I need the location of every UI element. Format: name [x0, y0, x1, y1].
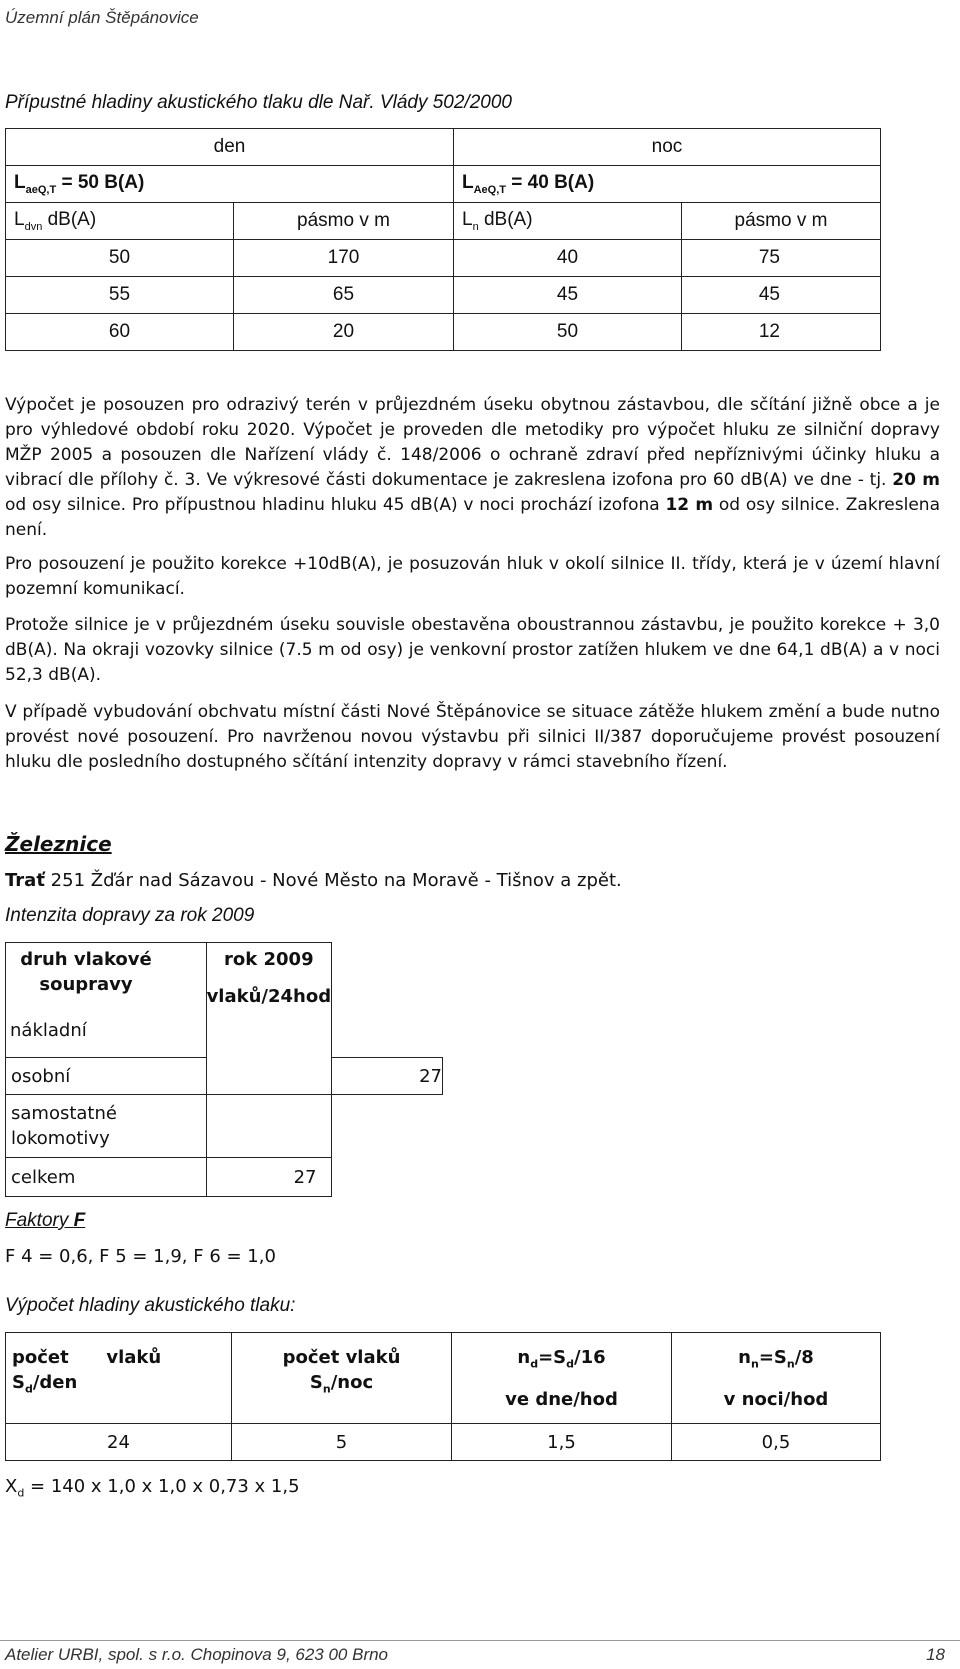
- cell: 55: [6, 277, 234, 314]
- header-nd-formula: $n_d=S_d/16$: [517, 1347, 606, 1371]
- table-row: [6, 1158, 443, 1197]
- page-footer: [5, 1645, 945, 1665]
- header-year-label: rok 2009: [224, 949, 314, 970]
- cell: samostatné lokomotivy: [6, 1095, 207, 1158]
- intensity-title: Intenzita dopravy za rok 2009: [5, 905, 255, 926]
- cell: 45: [682, 277, 881, 314]
- cell: 40: [454, 240, 682, 277]
- paragraph-calculation: Výpočet je posouzen pro odrazivý terén v průjezdném úseku obytnou zástavbou, dle sčítání jižně obce a je pro výhledové období roku 2020. Výpočet je proveden dle metodiky pro výpočet hluku ze silniční dopravy MŽP 2005 a posouzen dle Nařízení vlády č. 148/2006 o ochraně zdraví před nepříznivými účinky hluku a vibrací dle přílohy č. 3. Ve výkresové části dokumentace je zakreslena izofona pro 60 dB(A) ve dne - tj. 20 m od osy silnice. Pro přípustnou hladinu hluku 45 dB(A) v noci prochází izofona 12 m od osy silnice. Zakreslena není.: [5, 395, 940, 540]
- table-header-night: noc: [454, 129, 881, 166]
- footer-divider: [0, 1640, 960, 1641]
- day-limit-cell: $L_{aeQ,T} = 50$ B(A): [6, 166, 454, 203]
- header-trains-day-label: počet vlaků: [12, 1347, 162, 1368]
- cell: 5: [232, 1424, 452, 1461]
- cell: 20: [234, 314, 454, 351]
- row-label-freight: nákladní: [10, 1020, 87, 1041]
- column-header-ldvn: $L_{dvn}$ dB(A): [6, 203, 234, 240]
- night-limit-cell: $L_{AeQ,T} = 40$ B(A): [454, 166, 881, 203]
- page-header: Územní plán Štěpánovice: [5, 8, 199, 27]
- table-row: [6, 314, 881, 351]
- noise-limits-table: [5, 128, 881, 351]
- cell: 170: [234, 240, 454, 277]
- table-row: [6, 240, 881, 277]
- cell: celkem: [6, 1158, 207, 1197]
- factors-values: F 4 = 0,6, F 5 = 1,9, F 6 = 1,0: [5, 1246, 276, 1267]
- header-train-type-label: druh vlakové soupravy: [20, 949, 152, 995]
- column-header-zone-day: pásmo v m: [234, 203, 454, 240]
- cell: 1,5: [452, 1424, 672, 1461]
- cell: 12: [682, 314, 881, 351]
- cell: 24: [6, 1424, 232, 1461]
- table-row: [6, 1424, 881, 1461]
- header-nn: [672, 1333, 881, 1424]
- railway-heading: Železnice: [5, 832, 112, 856]
- cell: 75: [682, 240, 881, 277]
- table-row: [6, 277, 881, 314]
- header-nd: [452, 1333, 672, 1424]
- footer-company: Atelier URBI, spol. s r.o. Chopinova 9, 623 00 Brno: [5, 1645, 389, 1664]
- paragraph-built-up-area: Protože silnice je v průjezdném úseku souvisle obestavěna oboustrannou zástavbu, je použito korekce + 3,0 dB(A). Na okraji vozovky silnice (7.5 m od osy) je venkovní prostor zatížen hlukem ve dne 64,1 dB(A) a v noci 52,3 dB(A).: [5, 615, 940, 685]
- railway-line: Trať 251 Žďár nad Sázavou - Nové Město na Moravě - Tišnov a zpět.: [5, 870, 622, 891]
- cell: 0,5: [672, 1424, 881, 1461]
- header-trains-day: [6, 1333, 232, 1424]
- cell: 27: [332, 1058, 443, 1095]
- cell: 50: [6, 240, 234, 277]
- paragraph-bypass: V případě vybudování obchvatu místní části Nové Štěpánovice se situace zátěže hlukem změní a bude nutno provést nové posouzení. Pro navrženou novou výstavbu při silnici II/387 doporučujeme provést posouzení hluku dle posledního dostupného sčítání intenzity dopravy v rámci stavebního řízení.: [5, 702, 940, 772]
- cell: 60: [6, 314, 234, 351]
- header-trains-night-label: počet vlaků: [282, 1347, 401, 1368]
- column-header-ln: $L_n$ dB(A): [454, 203, 682, 240]
- cell: [206, 1095, 332, 1158]
- cell: 45: [454, 277, 682, 314]
- table-header-day: den: [6, 129, 454, 166]
- section-title-noise-limits: Přípustné hladiny akustického tlaku dle Nař. Vlády 502/2000: [5, 92, 512, 113]
- column-header-zone-night: pásmo v m: [682, 203, 881, 240]
- traffic-intensity-table: [5, 942, 443, 1197]
- header-year: [206, 943, 332, 1095]
- header-sn-noc: $S_n$/noc: [309, 1372, 374, 1396]
- calc-title: Výpočet hladiny akustického tlaku:: [5, 1295, 296, 1316]
- header-nn-formula: $n_n=S_n/8$: [738, 1347, 814, 1371]
- cell: 65: [234, 277, 454, 314]
- header-trains-night: [232, 1333, 452, 1424]
- header-sd-den: $S_d$/den: [12, 1372, 78, 1396]
- calc-table: [5, 1332, 881, 1461]
- formula-xd: $X_d = 140$ x 1,0 x 1,0 x 0,73 x 1,5: [5, 1476, 300, 1500]
- header-unit-label: vlaků/24hod: [206, 986, 332, 1007]
- table-row: [6, 1095, 443, 1158]
- header-nn-unit: v noci/hod: [723, 1388, 829, 1410]
- factors-title: Faktory F: [5, 1210, 86, 1231]
- cell: osobní: [6, 1058, 207, 1095]
- paragraph-correction: Pro posouzení je použito korekce +10dB(A), je posuzován hluk v okolí silnice II. třídy, která je v území hlavní pozemní komunikací.: [5, 554, 940, 599]
- header-nd-unit: ve dne/hod: [505, 1388, 618, 1410]
- cell: 27: [206, 1158, 332, 1197]
- cell: 50: [454, 314, 682, 351]
- page-number: 18: [926, 1645, 945, 1664]
